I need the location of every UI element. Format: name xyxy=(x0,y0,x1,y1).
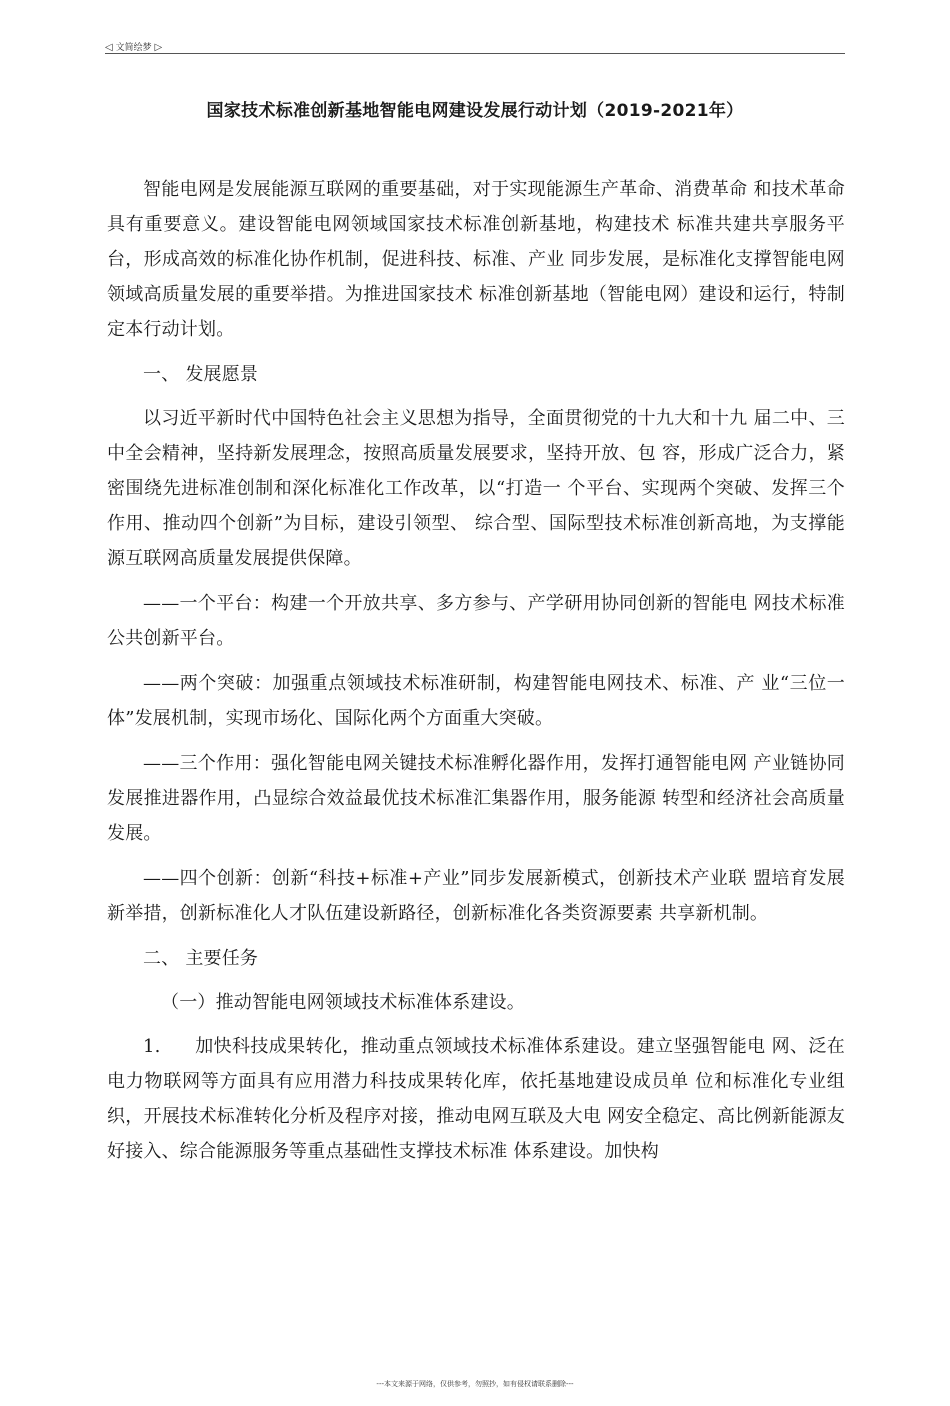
intro-paragraph: 智能电网是发展能源互联网的重要基础，对于实现能源生产革命、消费革命 和技术革命具有重要意义。建设智能电网领域国家技术标准创新基地，构建技术 标准共建共享服务平台，形成高效的标准化协作机制，促进科技、标准、产业 同步发展，是标准化支撑智能电网领域高质量发展的重要举措。为推进国家技术 标准创新基地（智能电网）建设和运行，特制定本行动计划。 xyxy=(107,179,845,340)
item-text: 加快科技成果转化，推动重点领域技术标准体系建设。建立坚强智能电 网、泛在电力物联网等方面具有应用潜力科技成果转化库，依托基地建设成员单 位和标准化专业组织，开展技术标准转化分析及程序对接，推动电网互联及大电 网安全稳定、高比例新能源友好接入、综合能源服务等重点基础性支撑技术标准 体系建设。加快构 xyxy=(107,1036,845,1162)
page-header xyxy=(105,40,162,53)
section-heading-tasks: 二、 主要任务 xyxy=(143,948,259,969)
header-label: 文简绘梦 xyxy=(115,43,152,53)
platform-paragraph: ——一个平台：构建一个开放共享、多方参与、产学研用协同创新的智能电 网技术标准公共创新平台。 xyxy=(107,593,845,649)
document-title: 国家技术标准创新基地智能电网建设发展行动计划（2019-2021年） xyxy=(206,101,744,121)
header-divider xyxy=(105,53,845,54)
breakthroughs-paragraph: ——两个突破：加强重点领域技术标准研制，构建智能电网技术、标准、产 业“三位一体”发展机制，实现市场化、国际化两个方面重大突破。 xyxy=(107,673,845,729)
item-number: 1. xyxy=(143,1036,161,1057)
section-heading-vision: 一、 发展愿景 xyxy=(143,364,259,385)
innovations-paragraph: ——四个创新：创新“科技+标准+产业”同步发展新模式，创新技术产业联 盟培育发展新举措，创新标准化人才队伍建设新路径，创新标准化各类资源要素 共享新机制。 xyxy=(107,868,845,924)
right-triangle-icon: ▷ xyxy=(154,42,163,53)
page-footer: ---本文来源于网络，仅供参考，勿照抄，如有侵权请联系删除--- xyxy=(376,1380,574,1388)
roles-paragraph: ——三个作用：强化智能电网关键技术标准孵化器作用，发挥打通智能电网 产业链协同发展推进器作用，凸显综合效益最优技术标准汇集器作用，服务能源 转型和经济社会高质量发展。 xyxy=(107,753,845,844)
document-body xyxy=(107,172,845,1169)
subsection-heading: （一）推动智能电网领域技术标准体系建设。 xyxy=(161,992,525,1013)
left-triangle-icon: ◁ xyxy=(105,42,113,53)
numbered-item-1 xyxy=(107,1029,845,1169)
vision-paragraph: 以习近平新时代中国特色社会主义思想为指导，全面贯彻党的十九大和十九 届二中、三中全会精神，坚持新发展理念，按照高质量发展要求，坚持开放、包 容，形成广泛合力，紧密围绕先进标准创制和深化标准化工作改革，以“打造一 个平台、实现两个突破、发挥三个作用、推动四个创新”为目标，建设引领型、 综合型、国际型技术标准创新高地，为支撑能源互联网高质量发展提供保障。 xyxy=(107,408,845,569)
